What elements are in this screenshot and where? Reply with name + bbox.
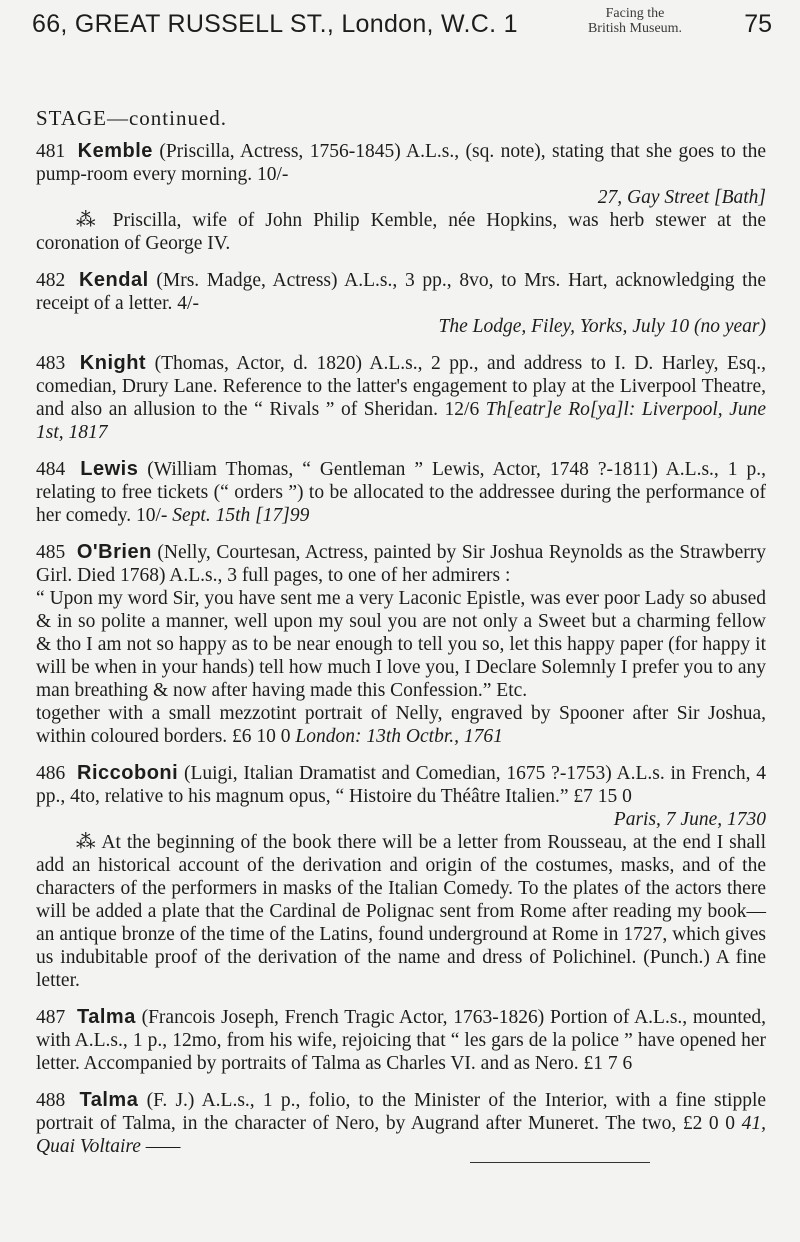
catalogue-entry [36,1089,766,1158]
entry-body: (Mrs. Madge, Actress) A.L.s., 3 pp., 8vo, to Mrs. Hart, acknowledging the receipt of a letter. 4/- [36,270,767,314]
entry-name: Talma [79,1089,139,1111]
entry-name: O'Brien [76,541,152,563]
catalogue-entry [36,762,766,992]
entry-number: 483 [36,353,66,374]
entry-number: 487 [36,1007,66,1028]
entry-continuation: together with a small mezzotint portrait of Nelly, engraved by Spooner after Sir Joshua, within coloured borders. £6 10 0 [36,703,766,747]
entry-location: Th[eatr]e Ro[ya]l: Liverpool, June 1st, 1817 [36,399,766,443]
entry-name: Knight [79,352,147,374]
entry-name: Riccoboni [77,762,179,784]
entry-location: London: 13th Octbr., 1761 [295,726,503,747]
page-header [32,4,776,54]
entry-name: Lewis [80,458,139,480]
entry-body: (Priscilla, Actress, 1756-1845) A.L.s., (sq. note), stating that she goes to the pump-room every morning. 10/- [36,141,767,185]
catalogue-entry [36,458,766,527]
catalogue-entry [36,140,766,255]
entry-body: (William Thomas, “ Gentleman ” Lewis, Actor, 1748 ?-1811) A.L.s., 1 p., relating to free tickets (“ orders ”) to be allocated to the addressee during the performance of her comedy. 10/- [36,459,766,526]
entry-number: 486 [36,763,66,784]
running-head: 66, GREAT RUSSELL ST., London, W.C. 1 [32,10,518,38]
entry-body: (Francois Joseph, French Tragic Actor, 1763-1826) Portion of A.L.s., mounted, with A.L.s., 1 p., 12mo, from his wife, rejoicing that “ les gars de la police ” have opened her letter. Accompanied by portraits of Talma as Charles VI. and as Nero. £1 7 6 [36,1007,767,1074]
entry-date: Sept. 15th [17]99 [172,505,310,526]
entry-body: (Nelly, Courtesan, Actress, painted by Sir Joshua Reynolds as the Strawberry Girl. Died 1768) A.L.s., 3 full pages, to one of her admirers : [36,542,766,586]
entry-quote: “ Upon my word Sir, you have sent me a very Laconic Epistle, was ever poor Lady so abused & in so polite a manner, well upon my soul you are not only a Sweet but a charming fellow & tho I am not so happy as to be near enough to tell you so, let this happy paper (for happy it will be when in your hands) tell how much I love you, I Declare Solemnly I prefer you to any man breathing & now after having made this Confession.” Etc. [36,588,766,701]
entry-note: ⁂ At the beginning of the book there will be a letter from Rousseau, at the end I shall add an historical account of the derivation and origin of the costumes, masks, and of the characters of the performers in masks of the Italian Comedy. To the plates of the actors there will be added a plate that the Cardinal de Polignac sent from Rome after reading my book—an antique bronze of the time of the Latins, found underground at Rome in 1727, which gives us indubitable proof of the derivation of the name and dress of Polichinel. (Punch.) A fine letter. [36,832,766,991]
entry-note: ⁂ Priscilla, wife of John Philip Kemble, née Hopkins, was herb stewer at the coronation of George IV. [36,210,766,254]
entry-body: (Luigi, Italian Dramatist and Comedian, 1675 ?-1753) A.L.s. in French, 4 pp., 4to, relative to his magnum opus, “ Histoire du Théâtre Italien.” £7 15 0 [36,763,766,807]
entry-location: Paris, 7 June, 1730 [613,809,766,830]
catalogue-entry [36,541,766,748]
catalogue-entry [36,352,766,444]
facing-line: Facing the [605,6,665,21]
section-title: STAGE—continued. [36,106,228,130]
entry-number: 488 [36,1090,66,1111]
facing-note [560,6,710,36]
entry-body: (F. J.) A.L.s., 1 p., folio, to the Minister of the Interior, with a fine stipple portrait of Talma, in the character of Nero, by Augrand after Muneret. The two, £2 0 0 [36,1090,767,1134]
entry-location: 27, Gay Street [Bath] [597,187,766,208]
facing-line: British Museum. [587,21,683,36]
entry-body: (Thomas, Actor, d. 1820) A.L.s., 2 pp., and address to I. D. Harley, Esq., comedian, Drury Lane. Reference to the latter's engagement to play at the Liverpool Theatre, and also an allusion to the “ Rivals ” of Sheridan. 12/6 [36,353,767,420]
entry-name: Kendal [78,269,149,291]
entry-number: 482 [36,270,66,291]
entry-name: Talma [77,1006,136,1028]
entry-number: 485 [36,542,66,563]
page-number: 75 [744,10,772,38]
catalogue-entry [36,269,766,338]
entry-location: The Lodge, Filey, Yorks, July 10 (no year) [438,316,766,337]
entry-number: 484 [36,459,66,480]
entry-number: 481 [36,141,66,162]
entry-name: Kemble [77,140,153,162]
divider [470,1162,650,1163]
entry-location: 41, Quai Voltaire —— [36,1113,766,1157]
catalogue-entry [36,1006,766,1075]
